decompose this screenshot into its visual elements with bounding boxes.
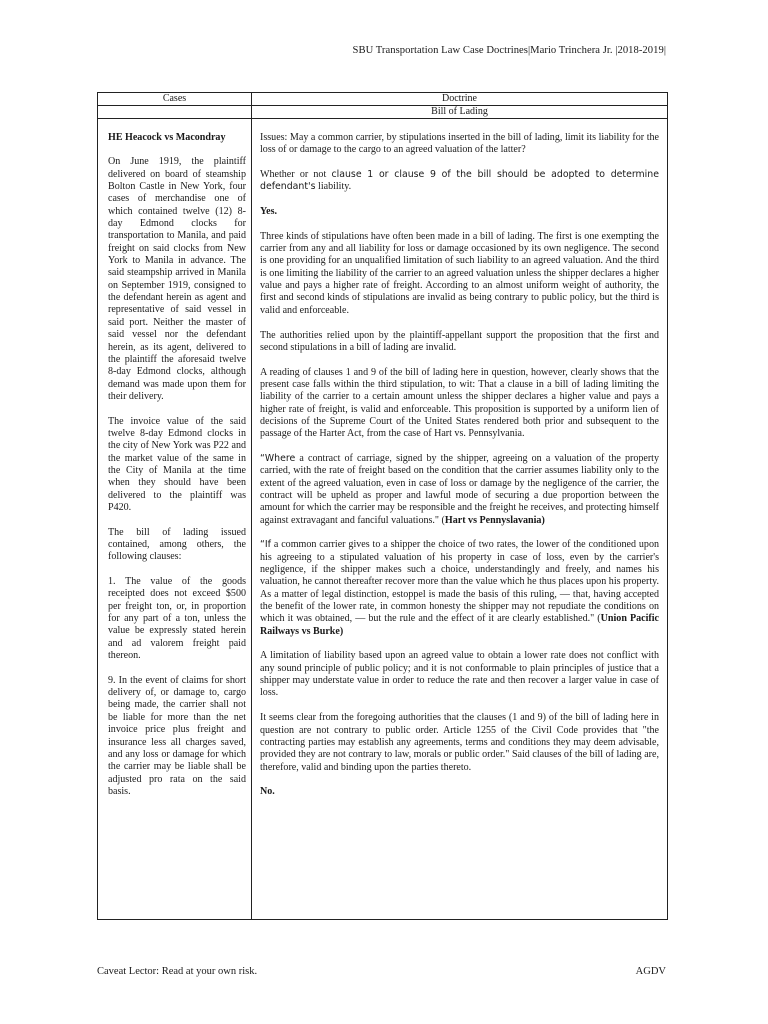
- quote-citation: Union Pacific Railways vs Burke): [260, 613, 659, 637]
- clause-paragraph: 9. In the event of claims for short delivery of, or damage to, cargo being made, the carrier shall not be liable for more than the net invoice price plus freight and insurance less all charges saved, and any loss or damage for which the carrier may be liable shall be adjusted pro rata on the said basis.: [108, 674, 246, 797]
- issue-prefix: Whether or not: [260, 169, 332, 181]
- quote-open: “Where: [260, 452, 296, 464]
- quote-body: a contract of carriage, signed by the shipper, agreeing on a valuation of the property carried, with the rate of freight based on the condition that the carrier assumes liability only to the extent of the agreed valuation, even in case of loss or damage by the negligence of the carrier, the contract will be upheld as proper and lawful mode of securing a due proportion between the amount for which the carrier may be responsible and the freight he receives, and protecting himself against extravagant and fanciful valuations." (: [260, 452, 659, 526]
- footer-author: AGDV: [635, 966, 666, 977]
- second-issue: [260, 169, 659, 194]
- case-doctrine-table: [97, 92, 668, 920]
- answer-no: [260, 786, 659, 798]
- doctrine-paragraph: Three kinds of stipulations have often been made in a bill of lading. The first is one exempting the carrier from any and all liability for loss or damage occasioned by its own negligence. The second is one providing for an unqualified limitation of such liability to an agreed valuation. And the third is one limiting the liability of the carrier to an agreed valuation unless the shipper declares a higher value and pays a higher rate of freight. According to an almost uniform weight of authority, the first and second kinds of stipulations are invalid as being contrary to public policy, but the third is valid and enforceable.: [260, 230, 659, 316]
- doctrine-cell: [252, 119, 668, 920]
- facts-paragraph: On June 1919, the plaintiff delivered on board of steamship Bolton Castle in New York, four cases of merchandise one of which contained twelve (12) 8-day Edmond clocks for transportation to Manila, and paid freight on said clocks from New York to Manila in advance. The said steampship arrived in Manila on September 1919, consigned to the defendant herein as agent and representative of said vessel in said port. Neither the master of said vessel nor the defendant herein, as its agent, delivered to the plaintiff the aforesaid twelve 8-day Edmond clocks, although demand was made upon them for their delivery.: [108, 156, 246, 402]
- section-title: Bill of Lading: [252, 106, 668, 119]
- case-facts-cell: [98, 119, 252, 920]
- clause-paragraph: 1. The value of the goods receipted does not exceed $500 per freight ton, or, in proportion for any part of a ton, unless the value be expressly stated herein and ad valorem freight paid thereon.: [108, 576, 246, 662]
- quote-union-pacific: [260, 539, 659, 638]
- table-row: [98, 119, 668, 920]
- quote-open: “If: [260, 539, 271, 551]
- footer-disclaimer: Caveat Lector: Read at your own risk.: [97, 966, 258, 977]
- answer-no-text: No.: [260, 786, 275, 798]
- column-header-doctrine: Doctrine: [252, 93, 668, 106]
- quote-citation: Hart vs Pennyslavania): [444, 514, 545, 526]
- issues-paragraph: Issues: May a common carrier, by stipulations inserted in the bill of lading, limit its liability for the loss of or damage to the cargo to an agreed valuation of the latter?: [260, 132, 659, 156]
- quote-body: a common carrier gives to a shipper the choice of two rates, the lower of the conditioned upon his agreeing to a stipulated valuation of his property in case of loss, even by the carrier's negligence, if the shipper makes such a choice, understandingly and freely, and names his valuation, he cannot thereafter recover more than the value which he thus places upon his property. As a matter of legal distinction, estoppel is made the basis of this ruling, — that, having accepted the benefit of the lower rate, in common honesty the shipper may not repudiate the conditions on which it was obtained, — but the rule and the effect of it are clearly established." (: [260, 539, 659, 625]
- quote-hart: [260, 453, 659, 527]
- case-title: HE Heacock vs Macondray: [108, 132, 226, 143]
- doctrine-paragraph: A reading of clauses 1 and 9 of the bill of lading here in question, however, clearly shows that the present case falls within the third stipulation, to wit: That a clause in a bill of lading limiting the liability of the carrier to a certain amount unless the shipper declares a higher value and pays a higher rate of freight, is valid and enforceable. This proposition is supported by a uniform lien of decisions of the Supreme Court of the United States rendered both prior and subsequent to the passage of the Harter Act, from the case of Hart vs. Pennsylvania.: [260, 366, 659, 440]
- facts-paragraph: The invoice value of the said twelve 8-day Edmond clocks in the city of New York was P22 and the market value of the same in the City of Manila at the time when they should have been delivered to the plaintiff was P420.: [108, 415, 246, 513]
- answer-yes: [260, 206, 659, 218]
- section-spacer: [98, 106, 252, 119]
- section-row: [98, 106, 668, 119]
- issue-suffix: liability.: [315, 181, 352, 193]
- answer-yes-text: Yes.: [260, 206, 278, 218]
- table-header-row: [98, 93, 668, 106]
- doctrine-paragraph: The authorities relied upon by the plaintiff-appellant support the proposition that the first and second stipulations in a bill of lading are invalid.: [260, 329, 659, 353]
- doctrine-paragraph: A limitation of liability based upon an agreed value to obtain a lower rate does not conflict with any sound principle of public policy; and it is not conformable to plain principles of justice that a shipper may understate value in order to reduce the rate and then recover a larger value in case of loss.: [260, 650, 659, 699]
- doctrine-paragraph: It seems clear from the foregoing authorities that the clauses (1 and 9) of the bill of lading here in question are not contrary to public order. Article 1255 of the Civil Code provides that "the contracting parties may establish any agreements, terms and conditions they may deem advisable, provided they are not contrary to law, morals or public order." Said clauses of the bill of lading are, therefore, valid and binding upon the parties thereto.: [260, 712, 659, 773]
- facts-paragraph: The bill of lading issued contained, among others, the following clauses:: [108, 526, 246, 563]
- issue-clause-text: clause 1 or clause 9 of the bill should be adopted to determine defendant's: [260, 169, 659, 193]
- column-header-cases: Cases: [98, 93, 252, 106]
- page-header: SBU Transportation Law Case Doctrines|Mario Trinchera Jr. |2018-2019|: [352, 45, 666, 56]
